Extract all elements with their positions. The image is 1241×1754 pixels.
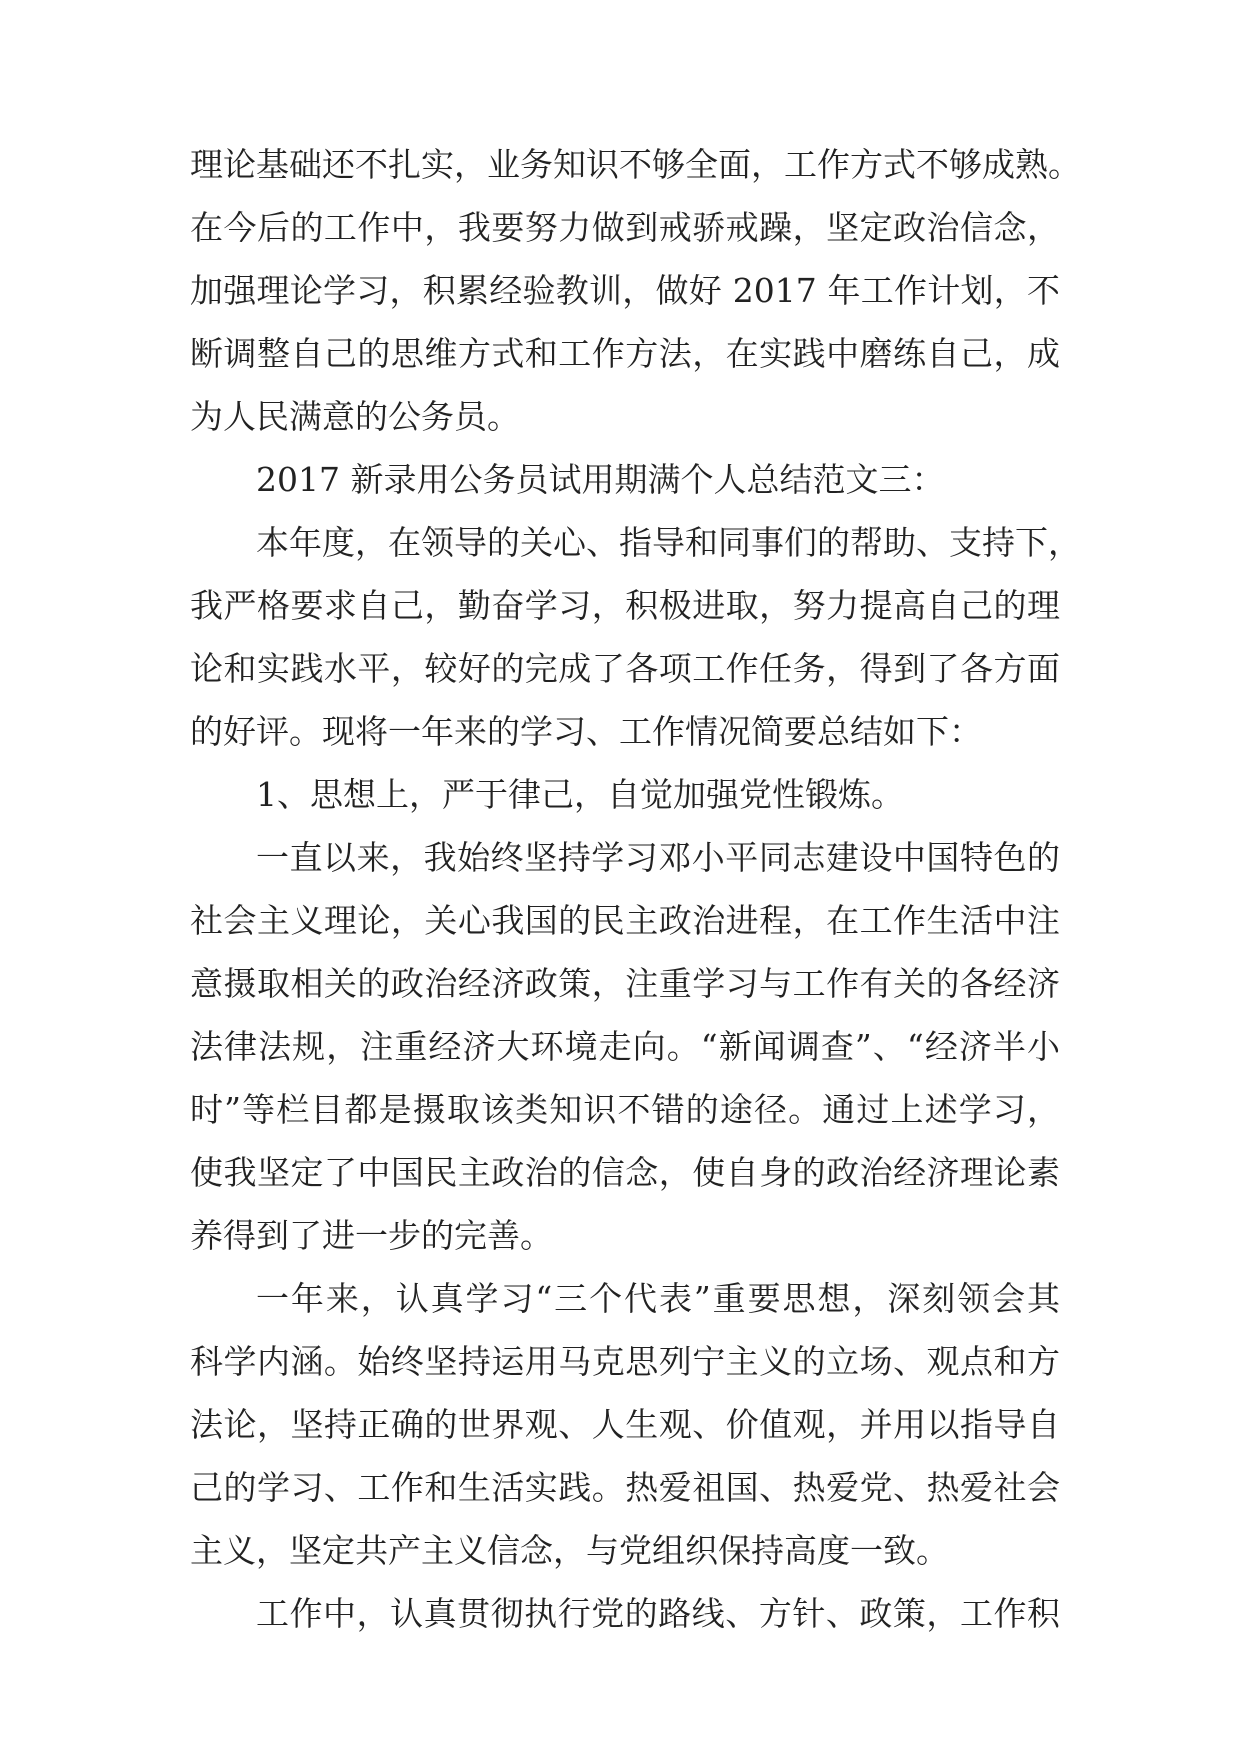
- text-line: 理论基础还不扎实，业务知识不够全面，工作方式不够成熟。: [190, 145, 1081, 184]
- text-line: 2017 新录用公务员试用期满个人总结范文三：: [256, 460, 945, 499]
- text-line: 一直以来，我始终坚持学习邓小平同志建设中国特色的: [256, 838, 1060, 877]
- text-line: 在今后的工作中，我要努力做到戒骄戒躁，坚定政治信念，: [190, 208, 1060, 247]
- text-line: 的好评。现将一年来的学习、工作情况简要总结如下：: [190, 712, 982, 751]
- text-line: 科学内涵。始终坚持运用马克思列宁主义的立场、观点和方: [190, 1342, 1060, 1381]
- text-line: 本年度，在领导的关心、指导和同事们的帮助、支持下，: [256, 523, 1081, 562]
- document-page: [190, 133, 1081, 1645]
- text-line: 主义，坚定共产主义信念，与党组织保持高度一致。: [190, 1531, 949, 1570]
- text-line: 法律法规，注重经济大环境走向。“新闻调查”、“经济半小: [190, 1027, 1060, 1066]
- text-line: 养得到了进一步的完善。: [190, 1216, 553, 1255]
- text-line: 加强理论学习，积累经验教训，做好 2017 年工作计划，不: [190, 271, 1060, 310]
- text-line: 1、思想上，严于律己，自觉加强党性锻炼。: [256, 775, 904, 814]
- text-line: 工作中，认真贯彻执行党的路线、方针、政策，工作积: [256, 1594, 1060, 1633]
- text-line: 我严格要求自己，勤奋学习，积极进取，努力提高自己的理: [190, 586, 1060, 625]
- text-line: 论和实践水平，较好的完成了各项工作任务，得到了各方面: [190, 649, 1060, 688]
- text-line: 己的学习、工作和生活实践。热爱祖国、热爱党、热爱社会: [190, 1468, 1060, 1507]
- text-line: 使我坚定了中国民主政治的信念，使自身的政治经济理论素: [190, 1153, 1060, 1192]
- text-line: 为人民满意的公务员。: [190, 397, 520, 436]
- text-line: 意摄取相关的政治经济政策，注重学习与工作有关的各经济: [190, 964, 1060, 1003]
- text-line: 社会主义理论，关心我国的民主政治进程，在工作生活中注: [190, 901, 1060, 940]
- text-line: 断调整自己的思维方式和工作方法，在实践中磨练自己，成: [190, 334, 1060, 373]
- text-line: 时”等栏目都是摄取该类知识不错的途径。通过上述学习，: [190, 1090, 1060, 1129]
- text-line: 法论，坚持正确的世界观、人生观、价值观，并用以指导自: [190, 1405, 1060, 1444]
- text-line: 一年来，认真学习“三个代表”重要思想，深刻领会其: [256, 1279, 1060, 1318]
